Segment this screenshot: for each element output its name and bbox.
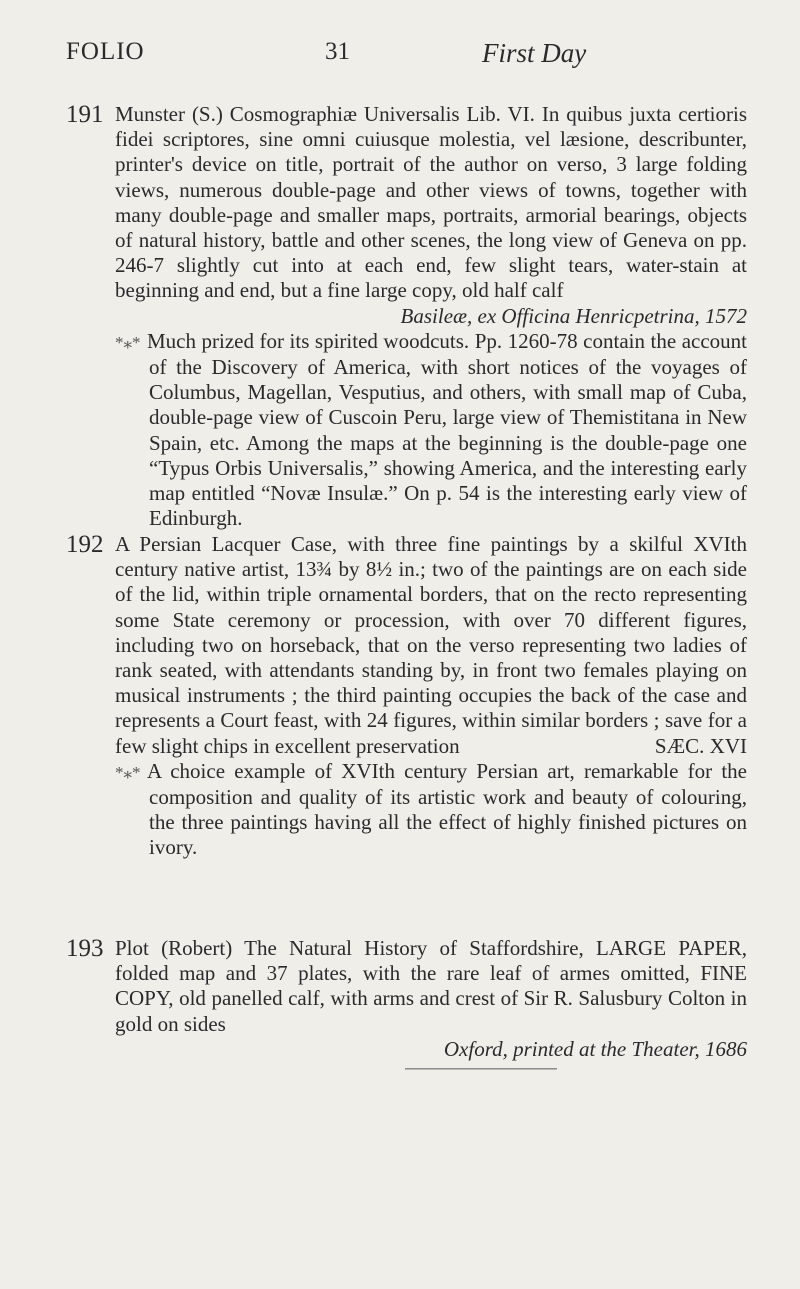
lot-description: A Persian Lacquer Case, with three fine paintings by a skilful XVIth century native artist, 13¾ by 8½ in.; two of the paintings are on each side of the lid, within triple ornamental borders, that on the recto representing some State ceremony or procession, with over 70 different figures, including two on horseback, that on the verso representing two ladies of rank seated, with attendants standing by, in front two females playing on musical instruments ; the third painting occupies the back of the case and represents a Court feast, with 24 figures, within similar borders ; save for a few slight chips in excellent preservation — [115, 532, 747, 758]
lot-note — [115, 759, 747, 861]
page-number: 31 — [325, 38, 350, 65]
section-divider — [405, 1068, 557, 1070]
running-title: First Day — [482, 38, 587, 68]
lot-note-text: A choice example of XVIth century Persian art, remarkable for the composition and quality of its artistic work and beauty of colouring, the three paintings having all the effect of highly finished pictures on ivory. — [147, 758, 747, 860]
lot-description-block — [115, 936, 747, 1062]
lot-number: 192 — [66, 531, 104, 558]
lot-imprint: Oxford, printed at the Theater, 1686 — [443, 1036, 747, 1061]
lot-imprint: SÆC. XVI — [654, 733, 747, 758]
lot-description-block — [115, 532, 747, 861]
lot-number: 193 — [66, 935, 104, 962]
lot-description-block — [115, 102, 747, 531]
lot-note-text: Much prized for its spirited woodcuts. Pp. 1260-78 contain the account of the Discovery of America, with short notices of the voyages of Columbus, Magellan, Vesputius, and others, with small map of Cuba, double-page view of Cuscoin Peru, large view of Themistitana in New Spain, etc. Among the maps at the beginning is the double-page one “Typus Orbis Universalis,” showing America, and the interesting early map entitled “Novæ Insulæ.” On p. 54 is the interesting early view of Edinburgh. — [147, 328, 747, 531]
lot-description: Munster (S.) Cosmographiæ Universalis Lib. VI. In quibus juxta certioris fidei scriptores, sine omni cuiusque molestia, vel læsione, describunter, printer's device on title, portrait of the author on verso, 3 large folding views, numerous double-page and other views of towns, together with many double-page and smaller maps, portraits, armorial bearings, objects of natural history, battle and other scenes, the long view of Geneva on pp. 246-7 slightly cut into at each end, few slight tears, water-stain at beginning and end, but a fine large copy, old half calf — [115, 102, 747, 303]
page-header — [0, 38, 800, 78]
asterism-icon: *⁎* — [115, 332, 141, 352]
lot-note — [115, 329, 747, 532]
lot-imprint: Basileæ, ex Officina Henricpetrina, 1572 — [400, 303, 747, 328]
lot-number: 191 — [66, 101, 104, 128]
folio-label: FOLIO — [66, 38, 145, 65]
lot-description: Plot (Robert) The Natural History of Staffordshire, LARGE PAPER, folded map and 37 plates, with the rare leaf of armes omitted, FINE COPY, old panelled calf, with arms and crest of Sir R. Salusbury Colton in gold on sides — [115, 936, 747, 1036]
asterism-icon: *⁎* — [115, 762, 141, 782]
